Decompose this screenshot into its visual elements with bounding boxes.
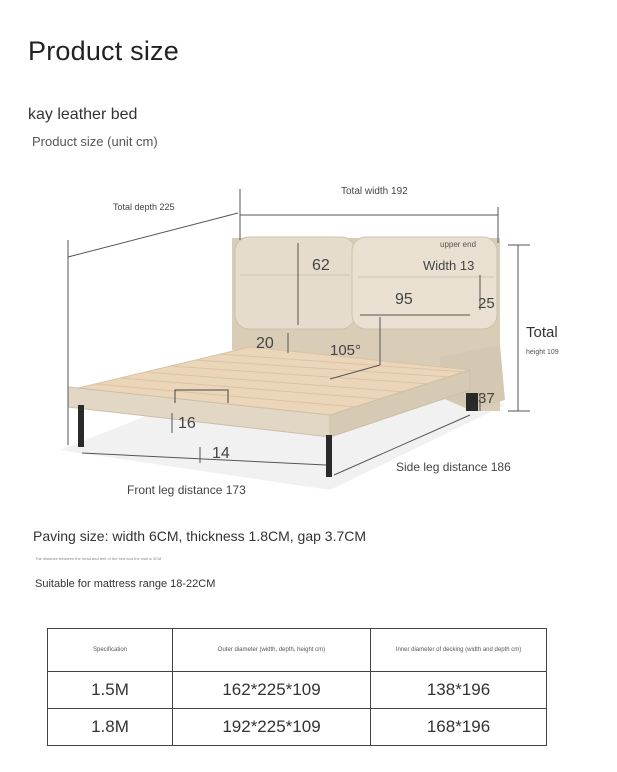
dim-25-label: 25 xyxy=(478,295,495,312)
front-right-leg xyxy=(326,435,332,477)
dim-14-label: 14 xyxy=(212,445,230,462)
cell-specification: 1.5M xyxy=(48,672,173,709)
dim-37-label: 37 xyxy=(478,390,495,407)
front-left-leg xyxy=(78,405,84,447)
wall-distance-note: The distance between the head and feet of the bed and the wall is 3CM xyxy=(35,556,162,561)
cell-inner-diameter: 168*196 xyxy=(371,709,547,746)
mattress-range-text: Suitable for mattress range 18-22CM xyxy=(35,578,216,590)
side-leg-label: Side leg distance 186 xyxy=(396,460,511,474)
cell-outer-diameter: 192*225*109 xyxy=(173,709,371,746)
cell-outer-diameter: 162*225*109 xyxy=(173,672,371,709)
header-inner-diameter: Inner diameter of decking (width and depth cm) xyxy=(371,629,547,672)
spec-table xyxy=(47,628,547,746)
dim-20-label: 20 xyxy=(256,335,274,352)
headboard-leg xyxy=(466,393,478,411)
header-outer-diameter: Outer diameter (width, depth, height cm) xyxy=(173,629,371,672)
upper-end-label: upper end xyxy=(440,240,477,249)
dim-62-label: 62 xyxy=(312,257,330,274)
headboard-cushion-left xyxy=(235,237,355,329)
total-height-label: Total xyxy=(526,324,558,341)
page-title: Product size xyxy=(28,36,179,66)
angle-105-label: 105° xyxy=(330,342,362,359)
cell-inner-diameter: 138*196 xyxy=(371,672,547,709)
dim-16-label: 16 xyxy=(178,415,196,432)
table-row xyxy=(48,672,547,709)
unit-note: Product size (unit cm) xyxy=(32,134,158,149)
cell-specification: 1.8M xyxy=(48,709,173,746)
front-leg-label: Front leg distance 173 xyxy=(127,483,246,497)
table-header-row xyxy=(48,629,547,672)
table-row xyxy=(48,709,547,746)
dim-95-label: 95 xyxy=(395,291,413,308)
bed-dimension-diagram xyxy=(0,165,617,505)
total-height-value: height 109 xyxy=(526,349,559,356)
product-name: kay leather bed xyxy=(28,106,138,123)
width-13-label: Width 13 xyxy=(423,258,475,273)
paving-size-text: Paving size: width 6CM, thickness 1.8CM, gap 3.7CM xyxy=(33,528,367,544)
header-specification: Specification xyxy=(48,629,173,672)
total-width-label: Total width 192 xyxy=(341,186,408,197)
total-depth-label: Total depth 225 xyxy=(113,202,175,212)
